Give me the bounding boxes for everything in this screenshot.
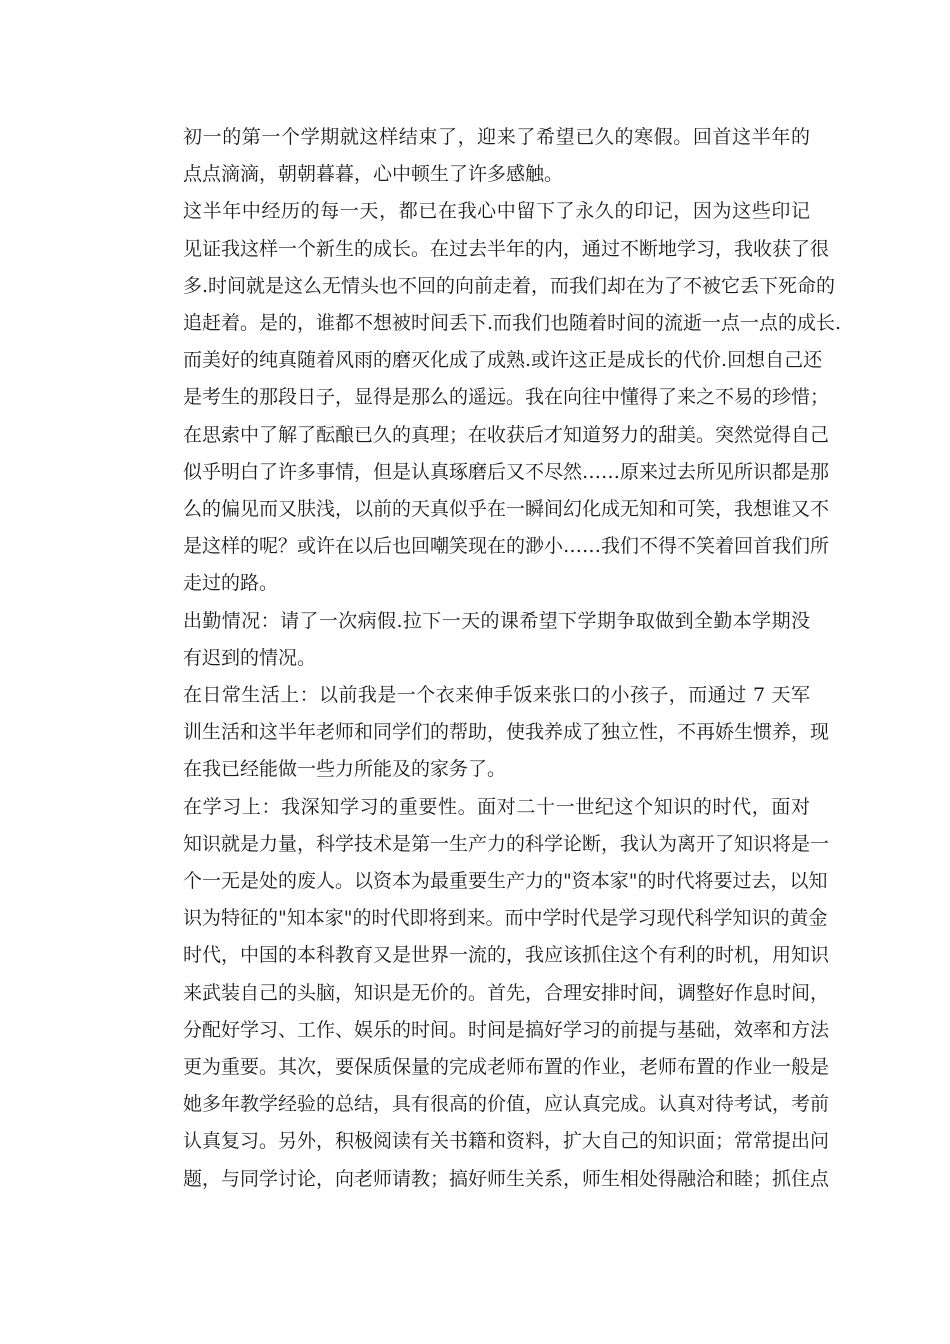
- paragraph-semester-end: [145, 119, 810, 193]
- text-line: 多.时间就是这么无情头也不回的向前走着，而我们却在为了不被它丢下死命的: [183, 274, 836, 297]
- text-line: 出勤情况：请了一次病假.拉下一天的课希望下学期争取做到全勤本学期没: [183, 609, 810, 632]
- text-line: 分配好学习、工作、娱乐的时间。时间是搞好学习的前提与基础，效率和方法: [183, 1018, 830, 1041]
- text-line: 是考生的那段日子，显得是那么的遥远。我在向往中懂得了来之不易的珍惜；: [183, 386, 830, 409]
- paragraph-daily-life: [145, 677, 830, 789]
- text-line: 来武装自己的头脑，知识是无价的。首先，合理安排时间，调整好作息时间，: [183, 981, 830, 1004]
- text-line: 题，与同学讨论，向老师请教；搞好师生关系，师生相处得融洽和睦；抓住点: [183, 1167, 830, 1190]
- document-body: [145, 119, 842, 1198]
- text-line: 识为特征的"知本家"的时代即将到来。而中学时代是学习现代科学知识的黄金: [183, 907, 828, 930]
- text-line: 点点滴滴，朝朝暮暮，心中顿生了许多感触。: [183, 163, 564, 186]
- text-line: 追赶着。是的，谁都不想被时间丢下.而我们也随着时间的流逝一点一点的成长.: [183, 312, 842, 335]
- paragraph-study: [145, 789, 830, 1198]
- text-line: 在日常生活上：以前我是一个衣来伸手饭来张口的小孩子，而通过 7 天军: [183, 684, 810, 707]
- text-line: 似乎明白了许多事情，但是认真琢磨后又不尽然……原来过去所见所识都是那: [183, 460, 830, 483]
- text-line: 是这样的呢？或许在以后也回嘲笑现在的渺小……我们不得不笑着回首我们所: [183, 535, 830, 558]
- paragraph-attendance: [145, 603, 810, 677]
- text-line: 而美好的纯真随着风雨的磨灭化成了成熟.或许这正是成长的代价.回想自己还: [183, 349, 823, 372]
- paragraph-half-year-reflection: [145, 193, 842, 602]
- text-line: 见证我这样一个新生的成长。在过去半年的内，通过不断地学习，我收获了很: [183, 237, 830, 260]
- text-line: 更为重要。其次，要保质保量的完成老师布置的作业，老师布置的作业一般是: [183, 1056, 830, 1079]
- text-line: 么的偏见而又肤浅，以前的天真似乎在一瞬间幻化成无知和可笑，我想谁又不: [183, 498, 830, 521]
- text-line: 初一的第一个学期就这样结束了，迎来了希望已久的寒假。回首这半年的: [183, 126, 810, 148]
- text-line: 认真复习。另外，积极阅读有关书籍和资料，扩大自己的知识面；常常提出问: [183, 1130, 830, 1153]
- text-line: 在我已经能做一些力所能及的家务了。: [183, 758, 507, 781]
- text-line: 在思索中了解了酝酿已久的真理；在收获后才知道努力的甜美。突然觉得自己: [183, 423, 830, 446]
- text-line: 训生活和这半年老师和同学们的帮助，使我养成了独立性，不再娇生惯养，现: [183, 721, 830, 744]
- text-line: 个一无是处的废人。以资本为最重要生产力的"资本家"的时代将要过去，以知: [183, 870, 828, 893]
- text-line: 这半年中经历的每一天，都已在我心中留下了永久的印记，因为这些印记: [183, 200, 810, 223]
- text-line: 她多年教学经验的总结，具有很高的价值，应认真完成。认真对待考试，考前: [183, 1093, 830, 1116]
- text-line: 时代，中国的本科教育又是世界一流的，我应该抓住这个有利的时机，用知识: [183, 944, 830, 967]
- text-line: 有迟到的情况。: [183, 646, 317, 669]
- text-line: 知识就是力量，科学技术是第一生产力的科学论断，我认为离开了知识将是一: [183, 832, 830, 855]
- text-line: 在学习上：我深知学习的重要性。面对二十一世纪这个知识的时代，面对: [183, 795, 810, 818]
- text-line: 走过的路。: [183, 572, 279, 595]
